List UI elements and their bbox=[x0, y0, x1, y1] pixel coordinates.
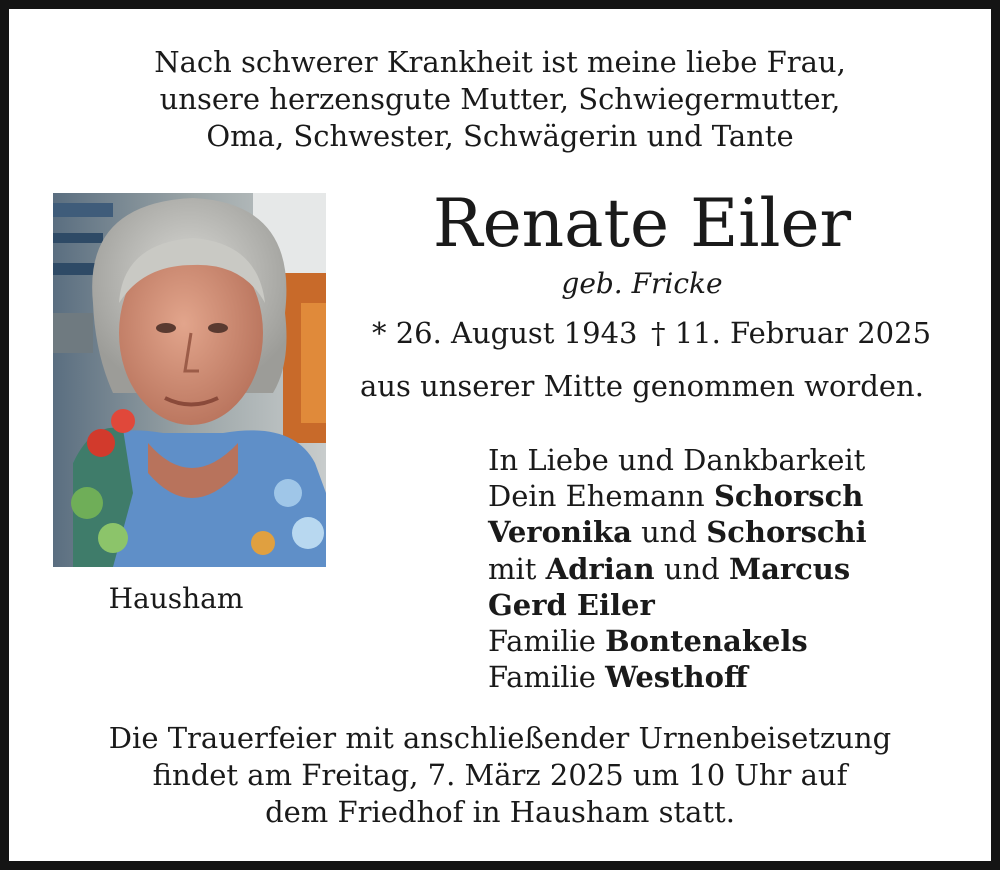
mourner-line: Familie Westhoff bbox=[488, 660, 748, 695]
service-info bbox=[0, 720, 1000, 831]
mourner-name: Adrian bbox=[545, 551, 655, 586]
intro-line: Oma, Schwester, Schwägerin und Tante bbox=[206, 119, 794, 153]
taken-line: aus unserer Mitte genommen worden. bbox=[360, 369, 924, 403]
mourners-list bbox=[488, 442, 948, 695]
birth-date: * 26. August 1943 bbox=[372, 316, 638, 350]
service-line: findet am Freitag, 7. März 2025 um 10 Uhr auf bbox=[152, 758, 848, 792]
mourners-intro: In Liebe und Dankbarkeit bbox=[488, 443, 866, 477]
mourner-name: Schorschi bbox=[706, 515, 867, 550]
mourner-line: Veronika und Schorschi bbox=[488, 515, 867, 550]
mourner-name: Schorsch bbox=[713, 479, 864, 514]
death-date: † 11. Februar 2025 bbox=[651, 316, 932, 350]
intro-line: unsere herzensgute Mutter, Schwiegermutter, bbox=[159, 82, 841, 116]
mourner-name: Bontenakels bbox=[605, 624, 808, 659]
deceased-name: Renate Eiler bbox=[432, 185, 852, 262]
mourner-line bbox=[488, 587, 948, 623]
mourner-line: mit Adrian und Marcus bbox=[488, 551, 851, 586]
maiden-name: geb. Fricke bbox=[561, 267, 723, 300]
mourner-line: Familie Bontenakels bbox=[488, 624, 808, 659]
mourner-name: Veronika bbox=[488, 515, 632, 550]
intro-text bbox=[0, 44, 1000, 155]
service-line: dem Friedhof in Hausham statt. bbox=[265, 795, 735, 829]
mourner-name: Marcus bbox=[728, 551, 851, 586]
mourner-line: Dein Ehemann Schorsch bbox=[488, 479, 864, 514]
mourner-name: Gerd Eiler bbox=[488, 587, 655, 622]
photo-caption-place: Hausham bbox=[108, 582, 244, 615]
intro-line: Nach schwerer Krankheit ist meine liebe Frau, bbox=[154, 45, 846, 79]
service-line: Die Trauerfeier mit anschließender Urnenbeisetzung bbox=[108, 721, 892, 755]
mourner-name: Westhoff bbox=[605, 660, 748, 695]
life-dates bbox=[372, 315, 932, 351]
portrait-photo bbox=[53, 193, 326, 567]
